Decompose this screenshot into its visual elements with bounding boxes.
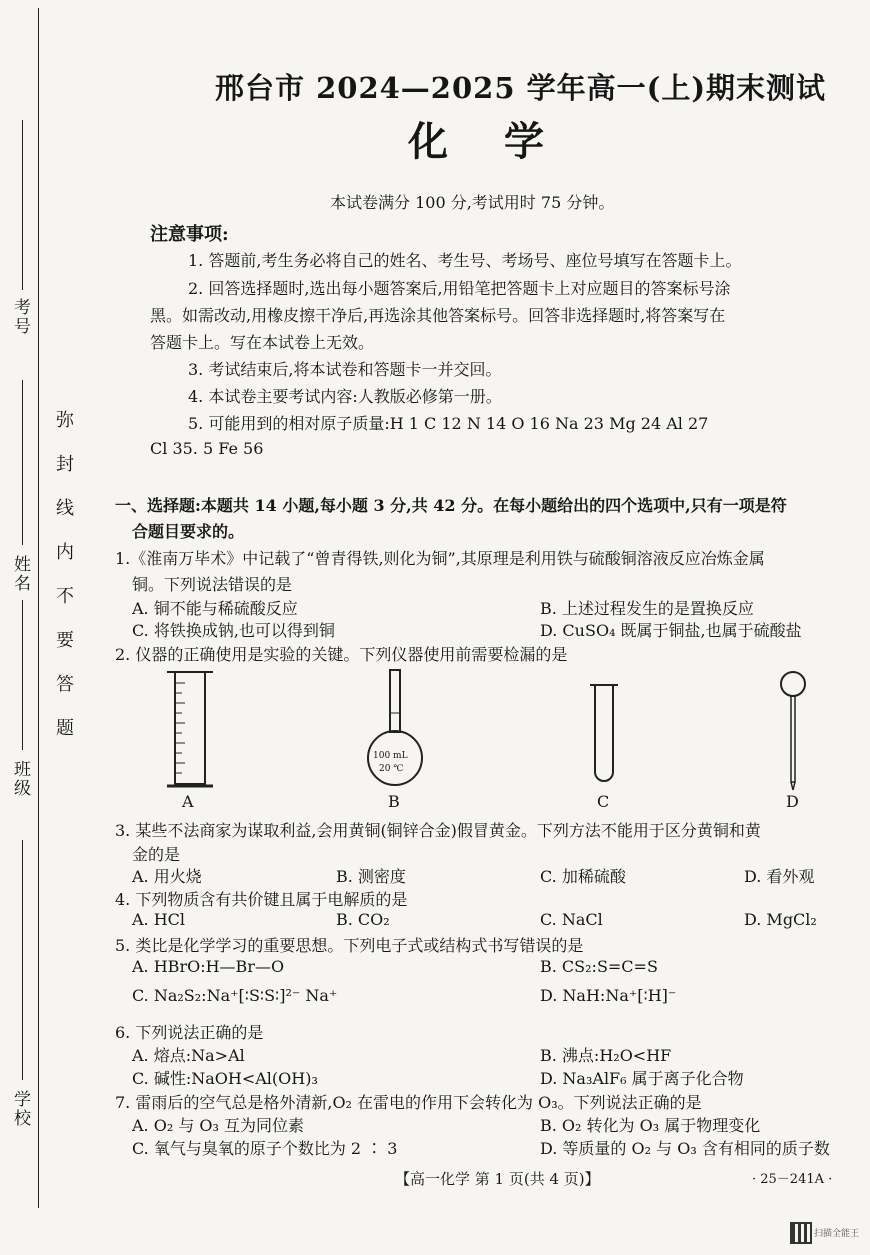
- question-4-option-c[interactable]: C. NaCl: [540, 910, 603, 929]
- class-label: 班级: [10, 760, 30, 798]
- question-3-option-b[interactable]: B. 测密度: [336, 867, 406, 886]
- dropper-icon: [776, 670, 810, 792]
- notice-line: 3. 考试结束后,将本试卷和答题卡一并交回。: [188, 360, 502, 379]
- question-5-option-c[interactable]: C. Na₂S₂:Na⁺[∶S∶S∶]²⁻ Na⁺: [132, 986, 338, 1005]
- question-6-option-a[interactable]: A. 熔点:Na>Al: [132, 1046, 245, 1065]
- question-5-option-d[interactable]: D. NaH:Na⁺[∶H]⁻: [540, 986, 677, 1005]
- question-2-option-c[interactable]: C: [597, 792, 610, 811]
- seal-line-notice: 弥封线内不要答题: [53, 410, 74, 762]
- name-label: 姓名: [10, 555, 30, 593]
- test-tube-icon: [588, 682, 620, 790]
- notice-line: 黑。如需改动,用橡皮擦干净后,再选涂其他答案标号。回答非选择题时,将答案写在: [150, 306, 726, 325]
- section-heading: 一、选择题:本题共 14 小题,每小题 3 分,共 42 分。在每小题给出的四个选项中,只有一项是符: [115, 496, 787, 515]
- subject-title: 化学: [408, 118, 600, 165]
- question-7-option-d[interactable]: D. 等质量的 O₂ 与 O₃ 含有相同的质子数: [540, 1139, 830, 1158]
- question-1-option-b[interactable]: B. 上述过程发生的是置换反应: [540, 599, 754, 618]
- paper-code: · 25－241A ·: [752, 1172, 833, 1187]
- exam-number-label: 考号: [10, 298, 30, 336]
- notice-line: 5. 可能用到的相对原子质量:H 1 C 12 N 14 O 16 Na 23 Mg 24 Al 27: [188, 414, 709, 433]
- binding-line: [38, 8, 39, 1208]
- question-4-option-a[interactable]: A. HCl: [132, 910, 186, 929]
- page-footer: 【高一化学 第 1 页(共 4 页)】: [395, 1170, 600, 1188]
- school-label: 学校: [10, 1090, 30, 1128]
- question-2-option-b[interactable]: B: [388, 792, 400, 811]
- notice-line: Cl 35. 5 Fe 56: [150, 439, 264, 458]
- question-1-option-c[interactable]: C. 将铁换成钠,也可以得到铜: [132, 621, 335, 640]
- question-3-option-a[interactable]: A. 用火烧: [132, 867, 202, 886]
- section-heading-cont: 合题目要求的。: [132, 522, 245, 541]
- name-blank[interactable]: [22, 380, 23, 545]
- question-1-option-a[interactable]: A. 铜不能与稀硫酸反应: [132, 599, 298, 618]
- question-7-option-c[interactable]: C. 氧气与臭氧的原子个数比为 2 ∶ 3: [132, 1139, 398, 1158]
- question-7-stem: 7. 雷雨后的空气总是格外清新,O₂ 在雷电的作用下会转化为 O₃。下列说法正确的是: [115, 1093, 702, 1112]
- exam-title: 邢台市 2024—2025 学年高一(上)期末测试: [215, 71, 827, 105]
- question-4-option-b[interactable]: B. CO₂: [336, 910, 390, 929]
- notice-heading: 注意事项:: [150, 224, 229, 245]
- question-3-option-d[interactable]: D. 看外观: [744, 867, 815, 886]
- class-blank[interactable]: [22, 600, 23, 750]
- question-3-option-c[interactable]: C. 加稀硫酸: [540, 867, 626, 886]
- question-6-option-b[interactable]: B. 沸点:H₂O<HF: [540, 1046, 672, 1065]
- question-1-stem: 1.《淮南万毕术》中记载了“曾青得铁,则化为铜”,其原理是利用铁与硫酸铜溶液反应冶炼金属: [115, 549, 765, 568]
- notice-line: 4. 本试卷主要考试内容:人教版必修第一册。: [188, 387, 502, 406]
- question-2-option-d[interactable]: D: [786, 792, 799, 811]
- scanner-watermark: 扫描全能王: [814, 1229, 860, 1239]
- question-2-option-a[interactable]: A: [182, 792, 194, 811]
- question-1-stem-cont: 铜。下列说法错误的是: [132, 575, 293, 594]
- qr-code-icon: [790, 1222, 812, 1244]
- question-3-stem-cont: 金的是: [132, 845, 181, 864]
- question-1-option-d[interactable]: D. CuSO₄ 既属于铜盐,也属于硫酸盐: [540, 621, 802, 640]
- question-7-option-b[interactable]: B. O₂ 转化为 O₃ 属于物理变化: [540, 1116, 761, 1135]
- question-5-option-b[interactable]: B. CS₂:S=C=S: [540, 957, 658, 976]
- question-6-stem: 6. 下列说法正确的是: [115, 1023, 264, 1042]
- notice-line: 2. 回答选择题时,选出每小题答案后,用铅笔把答题卡上对应题目的答案标号涂: [188, 279, 731, 298]
- flask-temperature-text: 20 ℃: [379, 764, 404, 774]
- question-5-option-a[interactable]: A. HBrO:H—Br—O: [132, 957, 285, 976]
- question-4-option-d[interactable]: D. MgCl₂: [744, 910, 817, 929]
- exam-info: 本试卷满分 100 分,考试用时 75 分钟。: [330, 193, 615, 212]
- question-5-stem: 5. 类比是化学学习的重要思想。下列电子式或结构式书写错误的是: [115, 936, 584, 955]
- graduated-cylinder-icon: [165, 668, 215, 790]
- question-2-stem: 2. 仪器的正确使用是实验的关键。下列仪器使用前需要检漏的是: [115, 645, 568, 664]
- question-4-stem: 4. 下列物质含有共价键且属于电解质的是: [115, 890, 408, 909]
- notice-line: 答题卡上。写在本试卷上无效。: [150, 333, 375, 352]
- question-6-option-c[interactable]: C. 碱性:NaOH<Al(OH)₃: [132, 1069, 318, 1088]
- exam-number-blank[interactable]: [22, 120, 23, 290]
- question-3-stem: 3. 某些不法商家为谋取利益,会用黄铜(铜锌合金)假冒黄金。下列方法不能用于区分黄铜和黄: [115, 821, 761, 840]
- notice-line: 1. 答题前,考生务必将自己的姓名、考生号、考场号、座位号填写在答题卡上。: [188, 251, 742, 270]
- question-7-option-a[interactable]: A. O₂ 与 O₃ 互为同位素: [132, 1116, 305, 1135]
- flask-volume-text: 100 mL: [373, 751, 408, 761]
- school-blank[interactable]: [22, 840, 23, 1080]
- question-6-option-d[interactable]: D. Na₃AlF₆ 属于离子化合物: [540, 1069, 744, 1088]
